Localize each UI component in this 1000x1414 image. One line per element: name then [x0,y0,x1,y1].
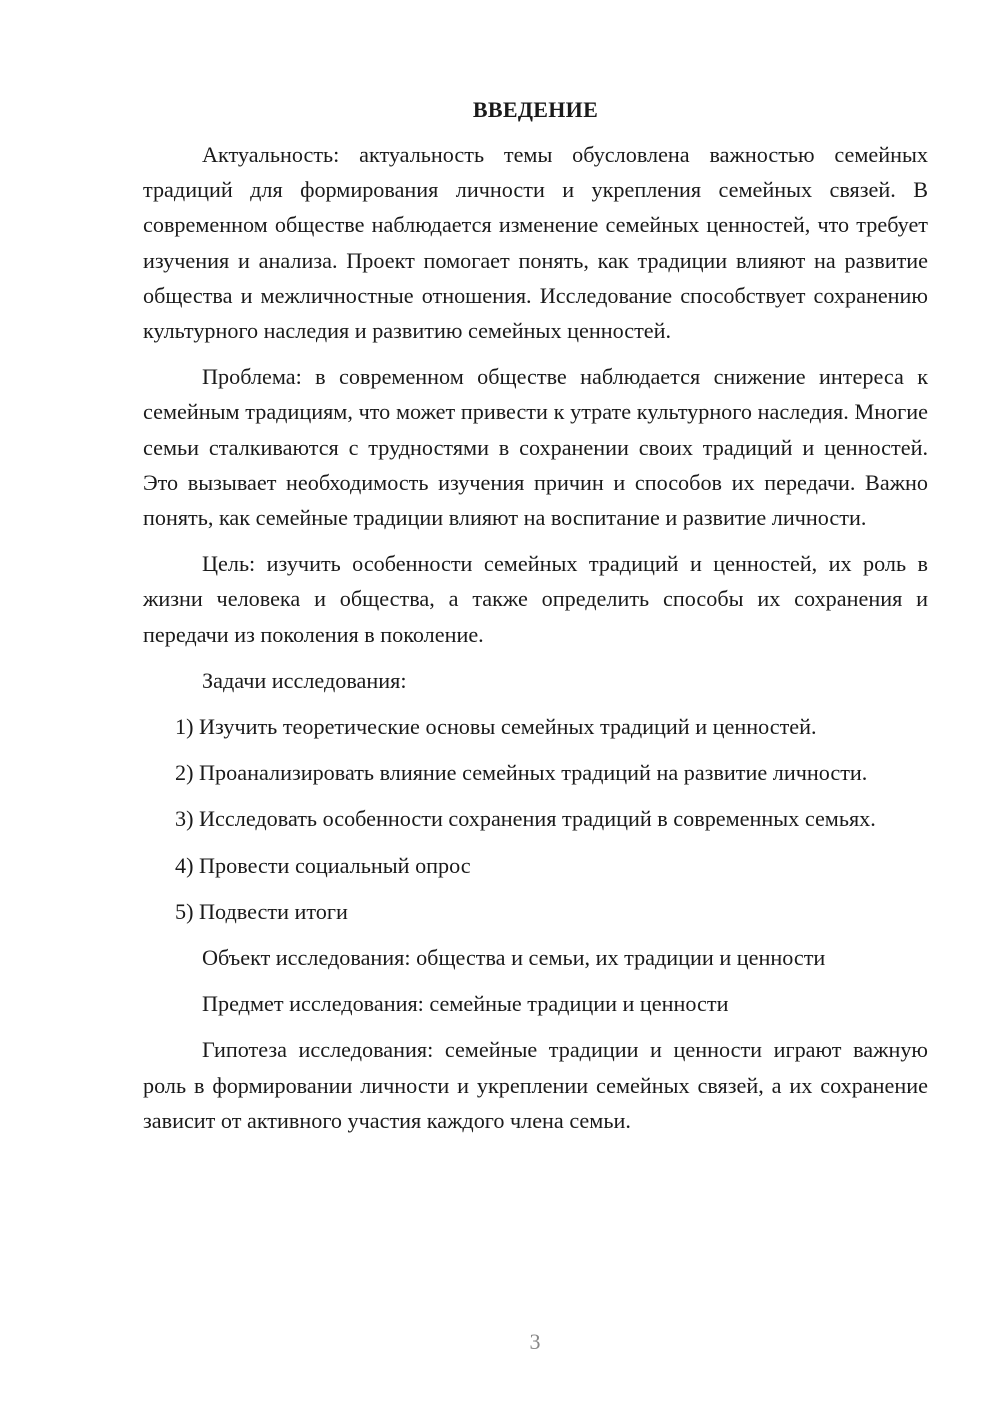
paragraph-problem: Проблема: в современном обществе наблюдается снижение интереса к семейным традициям, что может привести к утрате культурного наследия. Многие семьи сталкиваются с трудностями в сохранении своих традиций и ценностей. Это вызывает необходимость изучения причин и способов их передачи. Важно понять, как семейные традиции влияют на воспитание и развитие личности. [143,364,928,531]
task-item: 2) Проанализировать влияние семейных традиций на развитие личности. [175,760,868,786]
paragraph-goal: Цель: изучить особенности семейных традиций и ценностей, их роль в жизни человека и общества, а также определить способы их сохранения и передачи из поколения в поколение. [143,551,928,647]
task-item: 1) Изучить теоретические основы семейных традиций и ценностей. [175,714,817,740]
tasks-heading: Задачи исследования: [202,667,407,693]
section-title: ВВЕДЕНИЕ [472,97,599,122]
task-item: 5) Подвести итоги [175,898,348,924]
paragraph-object: Объект исследования: общества и семьи, их традиции и ценности [202,945,826,971]
page-number: 3 [529,1329,541,1354]
document-page [143,92,928,1138]
paragraph-hypothesis: Гипотеза исследования: семейные традиции и ценности играют важную роль в формировании личности и укреплении семейных связей, а их сохранение зависит от активного участия каждого члена семьи. [143,1037,928,1133]
paragraph-subject: Предмет исследования: семейные традиции и ценности [202,991,729,1017]
task-item: 4) Провести социальный опрос [175,852,471,878]
task-item: 3) Исследовать особенности сохранения традиций в современных семьях. [175,806,876,832]
paragraph-relevance: Актуальность: актуальность темы обусловлена важностью семейных традиций для формирования личности и укрепления семейных связей. В современном обществе наблюдается изменение семейных ценностей, что требует изучения и анализа. Проект помогает понять, как традиции влияют на развитие общества и межличностные отношения. Исследование способствует сохранению культурного наследия и развитию семейных ценностей. [143,142,928,344]
